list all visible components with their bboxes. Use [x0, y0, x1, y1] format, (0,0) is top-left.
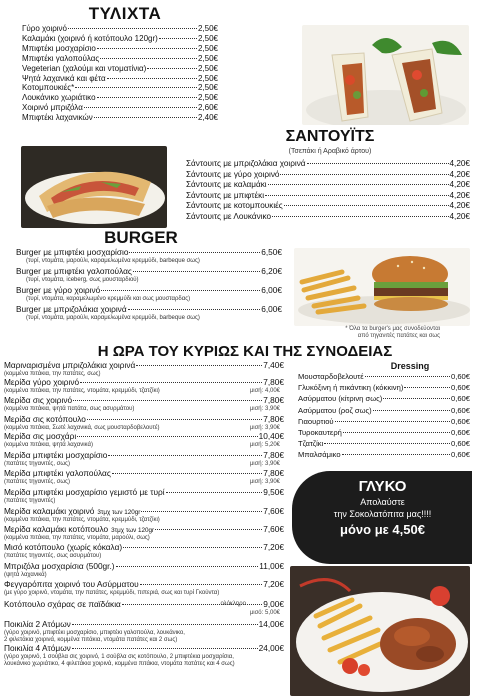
item-description: (πατάτες τηγανιτές) — [4, 498, 56, 504]
menu-item — [4, 488, 284, 496]
leader-dots — [280, 174, 448, 175]
item-name: Μπιφτέκι λαχανικών — [22, 113, 93, 123]
item-price: 4,20€ — [449, 201, 470, 210]
dessert-line-1: Απολαύστε — [360, 497, 405, 507]
item-name: Ποικιλία 2 Ατόμων — [4, 619, 71, 629]
item-price: 7,20€ — [263, 579, 284, 589]
item-description: (με γύρο χοιρινό, ντομάτα, την πατάτες, κρεμμύδι, πιπεριά, σως και τυρί Γκούντα) — [4, 590, 220, 596]
item-price: 0,60€ — [450, 439, 470, 449]
leader-dots — [123, 547, 262, 548]
item-price: 0,60€ — [450, 372, 470, 381]
menu-item — [186, 192, 470, 200]
item-name: Λουκάνικο χωριάτικο — [22, 93, 96, 103]
item-name: Μερίδα μπιφτέκι γαλοπούλας — [4, 468, 111, 478]
menu-item — [4, 432, 284, 440]
item-half-price: ολόκληρο — [220, 601, 246, 607]
item-description: (τυρί, ντομάτα, μαρούλι, καραμελωμένα κρεμμύδι, barbeque σως) — [26, 258, 200, 264]
menu-item — [4, 361, 284, 369]
burger-title: BURGER — [104, 228, 178, 247]
item-half-price: μισή: 4,00€ — [249, 388, 280, 394]
leader-dots — [107, 78, 197, 79]
item-price: 2,60€ — [197, 103, 218, 113]
menu-item — [186, 202, 470, 210]
menu-item — [186, 181, 470, 189]
item-half-price: μισή: 3,90€ — [249, 406, 280, 412]
item-price: 0,60€ — [450, 394, 470, 404]
leader-dots — [284, 205, 449, 206]
item-name: Κοτόπουλο σχάρας σε παϊδάκια — [4, 599, 121, 609]
menu-item — [16, 267, 282, 275]
item-price: 7,20€ — [263, 542, 284, 552]
item-price: 7,80€ — [263, 450, 284, 460]
item-name: Burger με μπιφτέκι μοσχαρίσιο — [16, 247, 129, 257]
item-price: 9,50€ — [263, 487, 284, 497]
leader-dots — [140, 584, 263, 585]
item-name: Μερίδα σις χοιρινό — [4, 395, 73, 405]
item-description: (γύρο χοιρινό, 1 σούβλα σις χοιρινό, 1 σούβλα σις κοτόπουλο, 2 μπιφτέκια μοσχαρίσια, — [4, 654, 234, 660]
dessert-title: ΓΛΥΚΟ — [358, 478, 407, 495]
item-name: Ψητά λαχανικά και φέτα — [22, 73, 106, 83]
item-description: (ψητά λαχανικά) — [4, 572, 47, 578]
item-price: 7,60€ — [263, 524, 284, 534]
item-price: 7,40€ — [263, 360, 284, 370]
item-price: 7,80€ — [263, 414, 284, 424]
leader-dots — [128, 309, 261, 310]
menu-item — [4, 415, 284, 423]
leader-dots — [307, 163, 449, 164]
leader-dots — [136, 365, 262, 366]
main-title: Η ΩΡΑ ΤΟΥ ΚΥΡΙΩΣ ΚΑΙ ΤΗΣ ΣΥΝΟΔΕΙΑΣ — [97, 343, 393, 360]
item-name: Σάντουιτς με Λουκάνικο — [186, 211, 272, 221]
item-description: (πατάτες τηγανιτές, σως) — [4, 461, 70, 467]
item-qty: 3τμχ των 120gr — [111, 527, 155, 534]
item-description-2: 2 φιλετάκια χοιρινά, κομμένα πιτάκια, ντομάτα πατάτες και 2 σως) — [4, 637, 178, 643]
item-description: (κομμένα πιτάκια, την πατάτες, σως) — [4, 371, 101, 377]
menu-item — [22, 45, 218, 53]
item-half-price: μισή: 3,90€ — [249, 425, 280, 431]
leader-dots — [116, 566, 259, 567]
menu-item — [22, 35, 218, 43]
menu-item — [22, 65, 218, 73]
item-name: Μπριζόλα μοσχαρίσια (500gr.) — [4, 561, 115, 571]
item-name: Ποικιλία 4 Ατόμων — [4, 643, 71, 653]
leader-dots — [155, 529, 262, 530]
item-name: Τζατζίκι — [298, 439, 324, 449]
item-name: Vegeterian (χαλούμι και ντοματίνια) — [22, 63, 147, 73]
menu-item — [186, 213, 470, 221]
item-name: Χοιρινό μπριζόλα — [22, 103, 83, 113]
item-price: 6,00€ — [261, 304, 282, 314]
menu-item — [186, 171, 470, 179]
item-description: (κομμένα πιτάκια, την πατάτες, ντομάτα, κρεμμύδι, τζατζίκι) — [4, 388, 160, 394]
menu-item — [4, 507, 284, 516]
item-name: Γύρο χοιρινό — [22, 24, 67, 33]
leader-dots — [272, 216, 448, 217]
leader-dots — [335, 421, 450, 422]
menu-item — [4, 525, 284, 534]
menu-item — [22, 25, 218, 33]
item-name: Μπαλσάμικο — [298, 450, 341, 460]
burger-note-1: * Όλα τα burger's μας συνοδεύονται — [345, 326, 440, 332]
item-qty: 3τμχ των 120gr — [97, 509, 141, 516]
santouits-title: ΣΑΝΤΟΥΪΤΣ — [285, 128, 375, 145]
item-price: 7,80€ — [263, 377, 284, 387]
leader-dots — [159, 38, 197, 39]
item-name: Μερίδα καλαμάκι κοτόπουλο — [4, 524, 109, 534]
item-name: Σάντουιτς με μπιφτέκι — [186, 190, 265, 200]
burger-photo — [294, 248, 470, 326]
menu-item — [298, 407, 470, 415]
item-description: (κομμένα πιτάκια, ψητά λαχανικά) — [4, 442, 93, 448]
item-description: (πατάτες τηγανιτές, σως) — [4, 479, 70, 485]
leader-dots — [383, 398, 450, 399]
item-description: (κομμένα πιτάκια, ψητά πατάτα, σως ασυρμάτου) — [4, 406, 135, 412]
dessert-price: μόνο με 4,50€ — [340, 522, 425, 537]
tylixta-title: ΤΥΛΙΧΤΑ — [88, 4, 162, 23]
item-name: Σάντουιτς με κοτομπουκιές — [186, 201, 283, 210]
dressing-title: Dressing — [390, 361, 430, 371]
menu-item — [16, 305, 282, 313]
item-name: Ασύρματου (ροζ σως) — [298, 405, 372, 415]
burger-note-2: από τηγανιτές πατάτες και σως — [357, 333, 440, 339]
leader-dots — [68, 28, 197, 29]
menu-item — [4, 396, 284, 404]
leader-dots — [77, 436, 257, 437]
leader-dots — [94, 117, 197, 118]
item-name: Σάντουιτς με μπριζολάκια χοιρινά — [186, 159, 306, 168]
item-description: (τυρί, ντομάτα, iceberg, σως μουσταρδιού) — [26, 277, 139, 283]
leader-dots — [268, 184, 449, 185]
menu-item — [186, 160, 470, 168]
item-price: 0,60€ — [450, 416, 470, 426]
item-price: 2,50€ — [197, 73, 218, 83]
item-name: Σάντουιτς με γύρο χοιρινό — [186, 169, 280, 179]
leader-dots — [84, 107, 197, 108]
item-price: 2,50€ — [197, 63, 218, 73]
item-name: Γιαουρτιού — [298, 416, 334, 426]
item-name: Ασύρματου (κίτρινη σως) — [298, 394, 383, 404]
menu-item — [22, 84, 218, 92]
item-name: Μπιφτέκι μοσχαρίσιο — [22, 43, 96, 53]
leader-dots — [141, 511, 262, 512]
leader-dots — [112, 473, 262, 474]
menu-item — [4, 620, 284, 628]
menu-item — [4, 451, 284, 459]
item-name: Μουσταρδοβελουτέ — [298, 372, 364, 381]
item-description-2: λουκάνικο χωριάτικο, 4 φιλετάκια χοιρινά, κομμένα πιτάκια, ντομάτα πατάτες και 4 σως) — [4, 661, 235, 667]
leader-dots — [373, 410, 450, 411]
menu-item — [4, 543, 284, 551]
item-price: 7,80€ — [263, 395, 284, 405]
item-name: Μπιφτέκι γαλοπούλας — [22, 53, 100, 63]
item-price: 2,50€ — [197, 83, 218, 93]
platter-photo — [290, 566, 470, 696]
leader-dots — [73, 400, 262, 401]
leader-dots — [129, 252, 260, 253]
menu-item — [298, 451, 470, 459]
item-name: Μερίδα μπιφτέκι μοσχαρίσιο γεμιστό με τυρί — [4, 487, 165, 497]
menu-item — [298, 429, 470, 437]
menu-item — [4, 644, 284, 652]
item-price: 2,50€ — [197, 53, 218, 63]
item-name: Κοτομπουκιές* — [22, 83, 75, 93]
item-price: 4,20€ — [449, 180, 470, 189]
leader-dots — [324, 443, 450, 444]
item-price: 2,50€ — [197, 33, 218, 43]
item-price: 14,00€ — [258, 619, 284, 629]
leader-dots — [147, 68, 197, 69]
item-price: 6,00€ — [261, 285, 282, 295]
item-price: 6,50€ — [261, 247, 282, 257]
menu-item — [298, 384, 470, 392]
leader-dots — [80, 382, 262, 383]
item-name: Φεγγαρόπιτα χοιρινό του Ασύρματου — [4, 579, 139, 589]
item-price: 24,00€ — [258, 643, 284, 653]
menu-item — [16, 286, 282, 294]
dessert-line-2: την Σοκολατόπιτα μας!!!! — [333, 509, 432, 519]
leader-dots — [72, 624, 258, 625]
leader-dots — [365, 376, 450, 377]
menu-item — [298, 418, 470, 426]
wraps-photo — [302, 25, 469, 125]
menu-item — [4, 562, 284, 570]
item-price: 7,80€ — [263, 468, 284, 478]
item-price: 4,20€ — [449, 169, 470, 179]
item-price: 4,20€ — [449, 190, 470, 200]
leader-dots — [404, 387, 450, 388]
leader-dots — [72, 648, 258, 649]
item-price: 2,40€ — [197, 113, 218, 123]
leader-dots — [97, 97, 197, 98]
leader-dots — [100, 58, 197, 59]
item-description: (γύρο χοιρινό, μπιφτέκι μοσχαρίσιο, μπιφτέκι γαλοπούλα, λουκάνικο, — [4, 630, 185, 636]
item-name: Μαριναρισμένα μπριζολάκια χοιρινά — [4, 360, 136, 370]
leader-dots — [342, 454, 450, 455]
menu-item — [4, 378, 284, 386]
menu-item — [298, 395, 470, 403]
menu-item — [298, 440, 470, 448]
menu-item — [22, 94, 218, 102]
item-price: 4,20€ — [449, 211, 470, 221]
item-description: (τυρί, ντομάτα, μαρούλι, καραμελωμένα κρεμμύδι, barbeque σως) — [26, 315, 200, 321]
item-price: 2,50€ — [197, 93, 218, 103]
item-price: 0,60€ — [450, 450, 470, 460]
leader-dots — [101, 290, 260, 291]
item-name: Burger με μπιφτέκι γαλοπούλας — [16, 266, 132, 276]
item-price: 11,00€ — [259, 561, 284, 571]
menu-item — [4, 580, 284, 588]
item-name: Burger με μπριζολάκια χοιρινά — [16, 304, 127, 314]
item-price: 10,40€ — [258, 431, 284, 441]
leader-dots — [87, 419, 262, 420]
menu-item — [16, 248, 282, 256]
item-name: Μερίδα καλαμάκι χοιρινό — [4, 506, 95, 516]
item-description: (τυρί, ντομάτα, καραμελωμένο κρεμμύδι και σως μουσταρδας) — [26, 296, 191, 302]
item-half-price: μισό: 5,00€ — [249, 610, 280, 616]
item-name: Γλυκόξινη ή πικάντικη (κόκκινη) — [298, 383, 404, 393]
item-name: Μερίδα γύρο χοιρινό — [4, 377, 80, 387]
menu-item — [22, 104, 218, 112]
menu-item — [298, 373, 470, 381]
item-price: 0,60€ — [450, 428, 470, 437]
leader-dots — [108, 455, 262, 456]
item-description: (πατάτες τηγανιτές, σως ασυρμάτου) — [4, 553, 102, 559]
leader-dots — [97, 48, 197, 49]
item-description: (κομμένα πιτάκια, Σωτέ λαχανικά, σως μουσταρδοβελουτέ) — [4, 425, 160, 431]
item-name: Σάντουιτς με καλαμάκι — [186, 180, 267, 189]
item-name: Μισό κοτόπουλο (χωρίς κόκαλα) — [4, 542, 123, 552]
item-description: (κομμένα πιτάκια, την πατάτες, ντομάτα, κρεμμύδι, τζατζίκι) — [4, 517, 160, 523]
menu-item — [4, 469, 284, 477]
leader-dots — [133, 271, 260, 272]
item-price: 7,60€ — [263, 506, 284, 516]
item-half-price: μισή: 3,90€ — [249, 479, 280, 485]
item-price: 9,00€ — [263, 599, 284, 609]
menu-item — [22, 55, 218, 63]
item-price: 4,20€ — [449, 159, 470, 168]
item-name: Τυροκαυτερή — [298, 428, 342, 437]
item-name: Μερίδα σις κοτόπουλο — [4, 414, 86, 424]
item-description: (κομμένα πιτάκια, την πατάτες, ντομάτα, μαρούλι, σως) — [4, 535, 150, 541]
item-name: Καλαμάκι (χοιρινό ή κοτόπουλο 120gr) — [22, 33, 158, 43]
item-price: 0,60€ — [450, 383, 470, 393]
item-price: 2,50€ — [197, 43, 218, 53]
menu-item — [22, 114, 218, 122]
item-name: Μερίδα μπιφτέκι μοσχαρίσιο — [4, 450, 108, 460]
santouits-subtitle: (Τσεπάκι ή Αραβικό άρτου) — [288, 148, 372, 155]
leader-dots — [75, 87, 197, 88]
sandwich-photo — [21, 146, 167, 228]
item-price: 2,50€ — [197, 24, 218, 33]
item-name: Μερίδα σις μοσχάρι — [4, 431, 77, 441]
item-price: 6,20€ — [261, 266, 282, 276]
item-name: Burger με γύρο χοιρινό — [16, 285, 101, 295]
item-price: 0,60€ — [450, 405, 470, 415]
leader-dots — [343, 432, 450, 433]
leader-dots — [265, 195, 448, 196]
leader-dots — [166, 492, 263, 493]
item-half-price: μισή: 3,90€ — [249, 461, 280, 467]
menu-item — [22, 75, 218, 83]
item-half-price: μισή: 5,20€ — [249, 442, 280, 448]
